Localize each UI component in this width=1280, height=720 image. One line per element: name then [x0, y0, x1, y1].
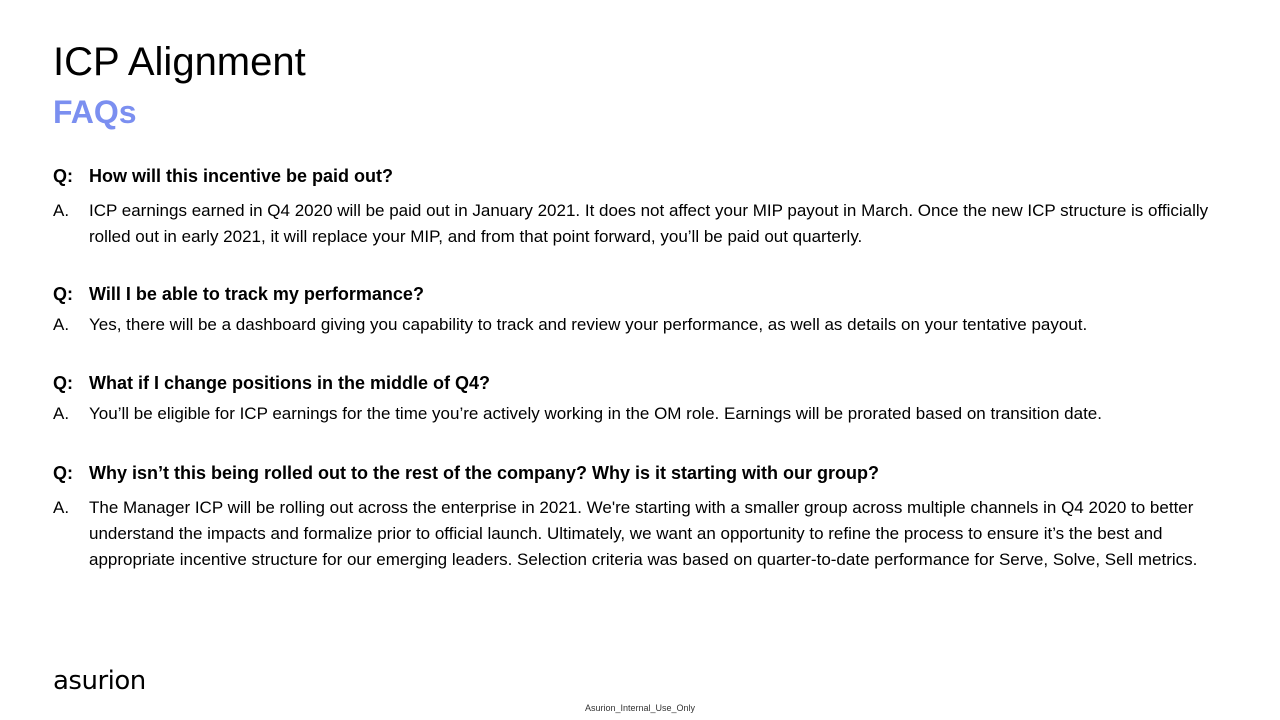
slide-subtitle: FAQs	[53, 94, 137, 130]
answer-text: You’ll be eligible for ICP earnings for the time you’re actively working in the OM role. Earnings will be prorated based on transition date.	[89, 404, 1102, 423]
slide-title: ICP Alignment	[53, 40, 306, 84]
answer-prefix: A.	[53, 315, 70, 334]
footer-classification: Asurion_Internal_Use_Only	[584, 703, 696, 713]
faq-answer	[53, 198, 1213, 250]
answer-text: The Manager ICP will be rolling out across the enterprise in 2021. We're starting with a smaller group across multiple channels in Q4 2020 to better understand the impacts and formalize prior to official launch. Ultimately, we want an opportunity to refine the process to ensure it’s the best and appropriate incentive structure for our emerging leaders. Selection criteria was based on quarter-to-date performance for Serve, Solve, Sell metrics.	[89, 498, 1198, 569]
question-text: What if I change positions in the middle of Q4?	[89, 373, 491, 393]
answer-prefix: A.	[53, 498, 70, 517]
question-text: How will this incentive be paid out?	[89, 166, 394, 186]
faq-answer	[53, 401, 1213, 427]
answer-text: ICP earnings earned in Q4 2020 will be paid out in January 2021. It does not affect your MIP payout in March. Once the new ICP structure is officially rolled out in early 2021, it will replace your MIP, and from that point forward, you’ll be paid out quarterly.	[89, 201, 1209, 246]
asurion-logo: asurion	[53, 666, 146, 696]
question-prefix: Q:	[53, 373, 73, 393]
answer-text: Yes, there will be a dashboard giving you capability to track and review your performance, as well as details on your tentative payout.	[89, 315, 1088, 334]
faq-question	[53, 282, 1213, 306]
faq-item	[53, 282, 1213, 338]
faq-question	[53, 164, 1213, 188]
question-text: Will I be able to track my performance?	[89, 284, 424, 304]
answer-prefix: A.	[53, 404, 70, 423]
faq-answer	[53, 312, 1213, 338]
answer-prefix: A.	[53, 201, 70, 220]
faq-item	[53, 461, 1213, 573]
question-prefix: Q:	[53, 166, 73, 186]
question-text: Why isn’t this being rolled out to the rest of the company? Why is it starting with our group?	[89, 463, 879, 483]
faq-question	[53, 461, 1213, 485]
question-prefix: Q:	[53, 463, 73, 483]
faq-item	[53, 164, 1213, 250]
question-prefix: Q:	[53, 284, 73, 304]
faq-question	[53, 371, 1213, 395]
faq-answer	[53, 495, 1213, 573]
faq-item	[53, 371, 1213, 427]
